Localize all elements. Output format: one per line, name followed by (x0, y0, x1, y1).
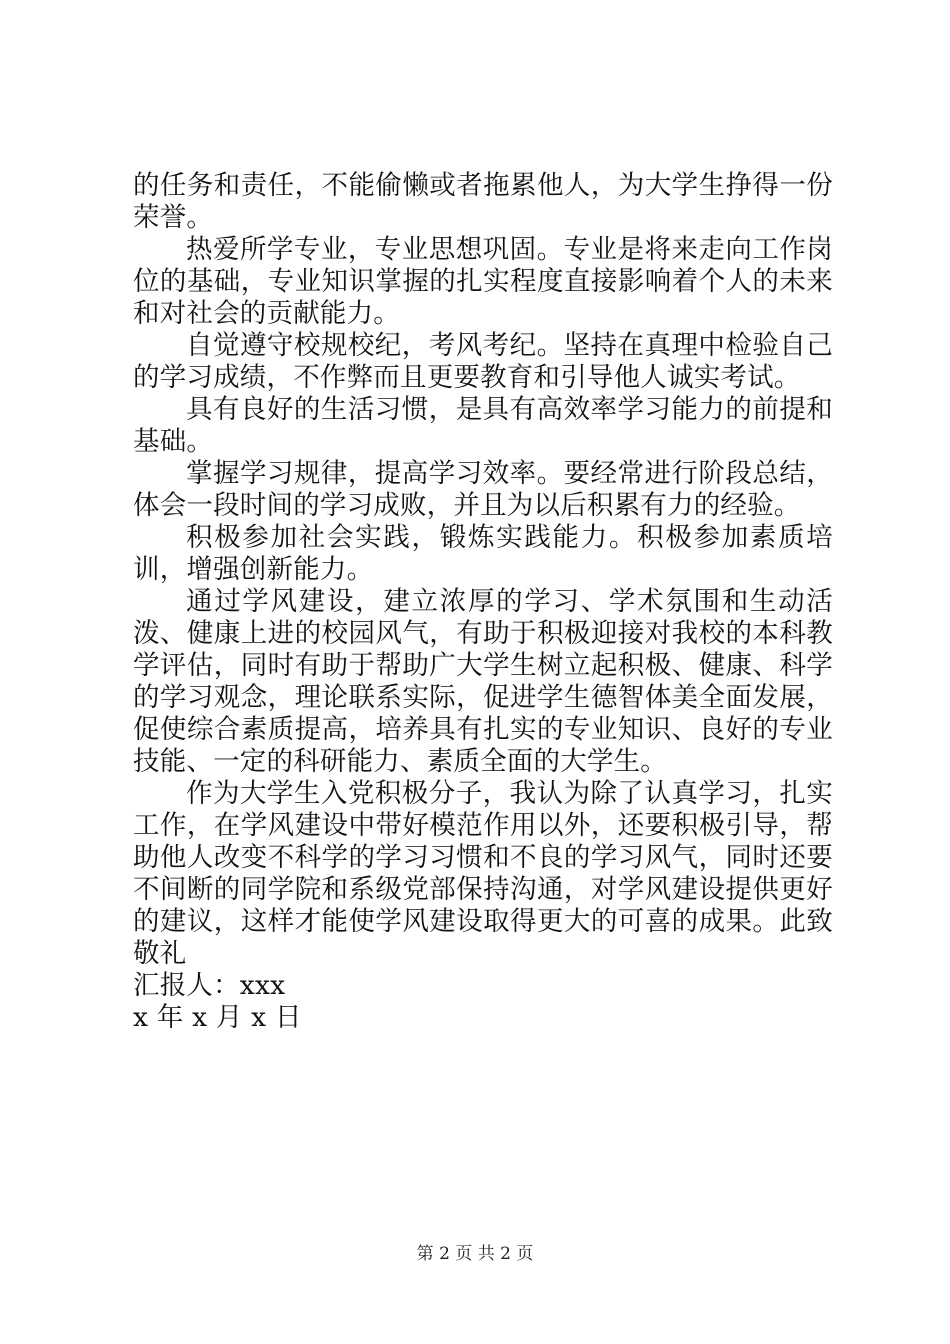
paragraph: 具有良好的生活习惯，是具有高效率学习能力的前提和基础。 (133, 394, 833, 457)
paragraph: 通过学风建设，建立浓厚的学习、学术氛围和生动活泼、健康上进的校园风气，有助于积极迎接对我校的本科教学评估，同时有助于帮助广大学生树立起积极、健康、科学的学习观念，理论联系实际，促进学生德智体美全面发展，促使综合素质提高，培养具有扎实的专业知识、良好的专业技能、一定的科研能力、素质全面的大学生。 (133, 586, 833, 777)
paragraph: 积极参加社会实践，锻炼实践能力。积极参加素质培训，增强创新能力。 (133, 522, 833, 585)
signer-line: 汇报人：xxx (133, 970, 286, 1001)
document-body (133, 170, 833, 1034)
paragraph: 自觉遵守校规校纪，考风考纪。坚持在真理中检验自己的学习成绩，不作弊而且更要教育和引导他人诚实考试。 (133, 330, 833, 393)
paragraph: 的任务和责任，不能偷懒或者拖累他人，为大学生挣得一份荣誉。 (133, 170, 833, 233)
paragraph: 热爱所学专业，专业思想巩固。专业是将来走向工作岗位的基础，专业知识掌握的扎实程度直接影响着个人的未来和对社会的贡献能力。 (133, 234, 833, 329)
paragraph: 掌握学习规律，提高学习效率。要经常进行阶段总结，体会一段时间的学习成败，并且为以后积累有力的经验。 (133, 458, 833, 521)
page-footer: 第 2 页 共 2 页 (416, 1244, 534, 1264)
date-line: x 年 x 月 x 日 (133, 1002, 302, 1033)
paragraph: 作为大学生入党积极分子，我认为除了认真学习，扎实工作，在学风建设中带好模范作用以外，还要积极引导，帮助他人改变不科学的学习习惯和不良的学习风气，同时还要不间断的同学院和系级党部保持沟通，对学风建设提供更好的建议，这样才能使学风建设取得更大的可喜的成果。此致敬礼 (133, 778, 833, 969)
